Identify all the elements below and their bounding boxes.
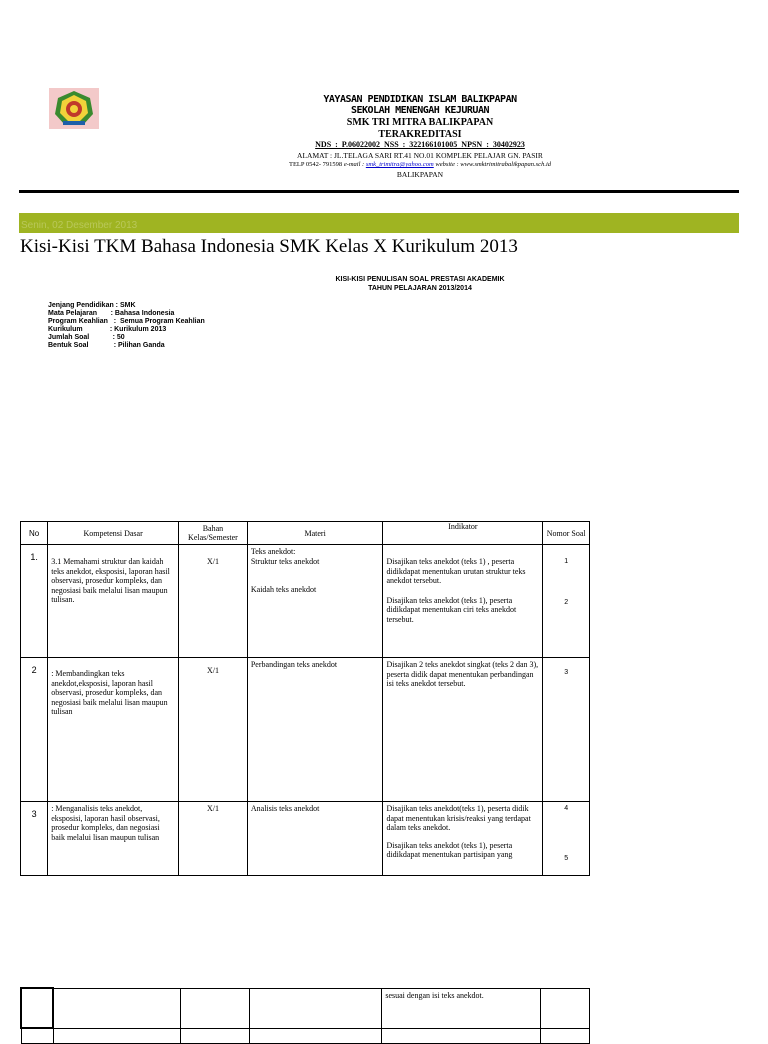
materi-line: Teks anekdot: [250,547,296,556]
row-nomor [543,545,590,658]
row-bahan [181,1028,250,1044]
table-row [21,1028,590,1044]
row-nomor [540,1028,589,1044]
row-bahan: X/1 [179,658,248,802]
materi-line: Analisis teks anekdot [250,804,320,813]
row-kompetensi [53,1028,181,1044]
nomor-item: 2 [564,598,569,606]
header-kompetensi: Kompetensi Dasar [48,522,179,545]
header-nomor-soal: Nomor Soal [543,522,590,545]
city: BALIKPAPAN [396,170,444,179]
meta-jenjang: Jenjang Pendidikan : SMK [48,302,136,309]
nomor-item: 5 [564,854,569,862]
email-label: e-mail : [343,161,365,168]
indikator-item: Disajikan 2 teks anekdot singkat (teks 2 dan 3), peserta didik dapat menentukan perbandingan isi teks anekdot tersebut. [386,660,539,688]
row-indikator [383,658,543,802]
school-address: ALAMAT : JL.TELAGA SARI RT.41 NO.01 KOMPLEK PELAJAR GN. PASIR [297,151,543,160]
school-ids: NDS : P.06022002 NSS : 322166101005 NPSN : 30402923 [315,140,525,149]
header-materi: Materi [247,522,383,545]
kisi-kisi-table [20,521,590,876]
date-bar [19,213,739,233]
row-indikator: sesuai dengan isi teks anekdot. [382,988,541,1028]
row-no [21,988,53,1028]
indikator-item: Disajikan teks anekdot(teks 1), peserta didik dapat menentukan krisis/reaksi yang terdapat dalam teks anekdot. [386,804,531,832]
letterhead-divider [19,190,739,193]
row-kompetensi [53,988,181,1028]
materi-line: Perbandingan teks anekdot [250,660,338,669]
row-indikator [382,1028,541,1044]
kisi-kisi-table-continued [20,987,590,1044]
post-date: Senin, 02 Desember 2013 [21,220,138,231]
row-indikator [383,802,543,876]
page-title: Kisi-Kisi TKM Bahasa Indonesia SMK Kelas X Kurikulum 2013 [20,236,518,257]
row-materi [247,658,383,802]
meta-kurikulum: Kurikulum : Kurikulum 2013 [48,326,167,333]
row-nomor [543,802,590,876]
header-indikator: Indikator [383,522,543,545]
meta-mapel: Mata Pelajaran : Bahasa Indonesia [48,310,175,317]
indikator-item: Disajikan teks anekdot (teks 1) , peserta didikdapat menentukan urutan struktur teks anekdot tersebut. [386,557,526,585]
materi-line: Struktur teks anekdot [250,556,320,566]
meta-bentuk-soal: Bentuk Soal : Pilihan Ganda [48,342,165,349]
row-nomor [540,988,589,1028]
school-type: SEKOLAH MENENGAH KEJURUAN [350,105,489,116]
contact-line [180,161,660,168]
table-row [21,545,590,658]
website: www.smktrimitrabalikpapan.sch.id [460,161,551,168]
indikator-item: Disajikan teks anekdot (teks 1), peserta didikdapat menentukan partisipan yang [386,840,513,859]
row-materi [249,988,381,1028]
nomor-item: 3 [564,669,569,676]
row-materi [249,1028,381,1044]
row-materi [247,802,383,876]
document-meta [48,302,205,350]
subtitle-line-1: KISI-KISI PENULISAN SOAL PRESTASI AKADEMIK [335,276,505,283]
indikator-item: Disajikan teks anekdot (teks 1), peserta didikdapat menentukan ciri teks anekdot tersebut. [386,595,517,624]
phone: TELP 0542- 791598 [288,161,343,168]
meta-jumlah-soal: Jumlah Soal : 50 [48,334,125,341]
row-indikator [383,545,543,658]
row-nomor [543,658,590,802]
meta-program: Program Keahlian : Semua Program Keahlian [48,318,205,325]
header-bahan: Bahan Kelas/Semester [179,522,248,545]
foundation-name: YAYASAN PENDIDIKAN ISLAM BALIKPAPAN [323,94,517,105]
header-no: No [21,522,48,545]
nomor-item: 1 [564,558,569,565]
nomor-item: 4 [564,805,569,812]
row-no: 2 [21,658,48,802]
school-emblem-icon [49,88,99,129]
table-row [21,988,590,1028]
table-header-row [21,522,590,545]
row-no [21,1028,53,1044]
website-label: website : [435,161,459,168]
row-no: 1. [21,545,48,658]
table-row [21,802,590,876]
row-materi [247,545,383,658]
school-logo [49,88,99,129]
row-bahan [181,988,250,1028]
row-kompetensi: 3.1 Memahami struktur dan kaidah teks anekdot, eksposisi, laporan hasil observasi, prosedur kompleks, dan negosiasi baik melalui lisan maupun tulisan. [48,545,179,658]
row-no: 3 [21,802,48,876]
table-row [21,658,590,802]
row-kompetensi: : Menganalisis teks anekdot, eksposisi, laporan hasil observasi, prosedur kompleks, dan negosiasi baik melalui lisan maupun tulisan [48,802,179,876]
materi-line: Kaidah teks anekdot [250,585,317,594]
row-bahan: X/1 [179,802,248,876]
accreditation: TERAKREDITASI [378,129,462,140]
email-link[interactable]: smk_trimitra@yahoo.com [365,161,434,168]
school-name: SMK TRI MITRA BALIKPAPAN [346,117,494,128]
subtitle-line-2: TAHUN PELAJARAN 2013/2014 [368,285,472,292]
row-bahan: X/1 [179,545,248,658]
row-kompetensi: : Membandingkan teks anekdot,eksposisi, laporan hasil observasi, prosedur kompleks, dan negosiasi baik melalui lisan maupun tulisan [48,658,179,802]
